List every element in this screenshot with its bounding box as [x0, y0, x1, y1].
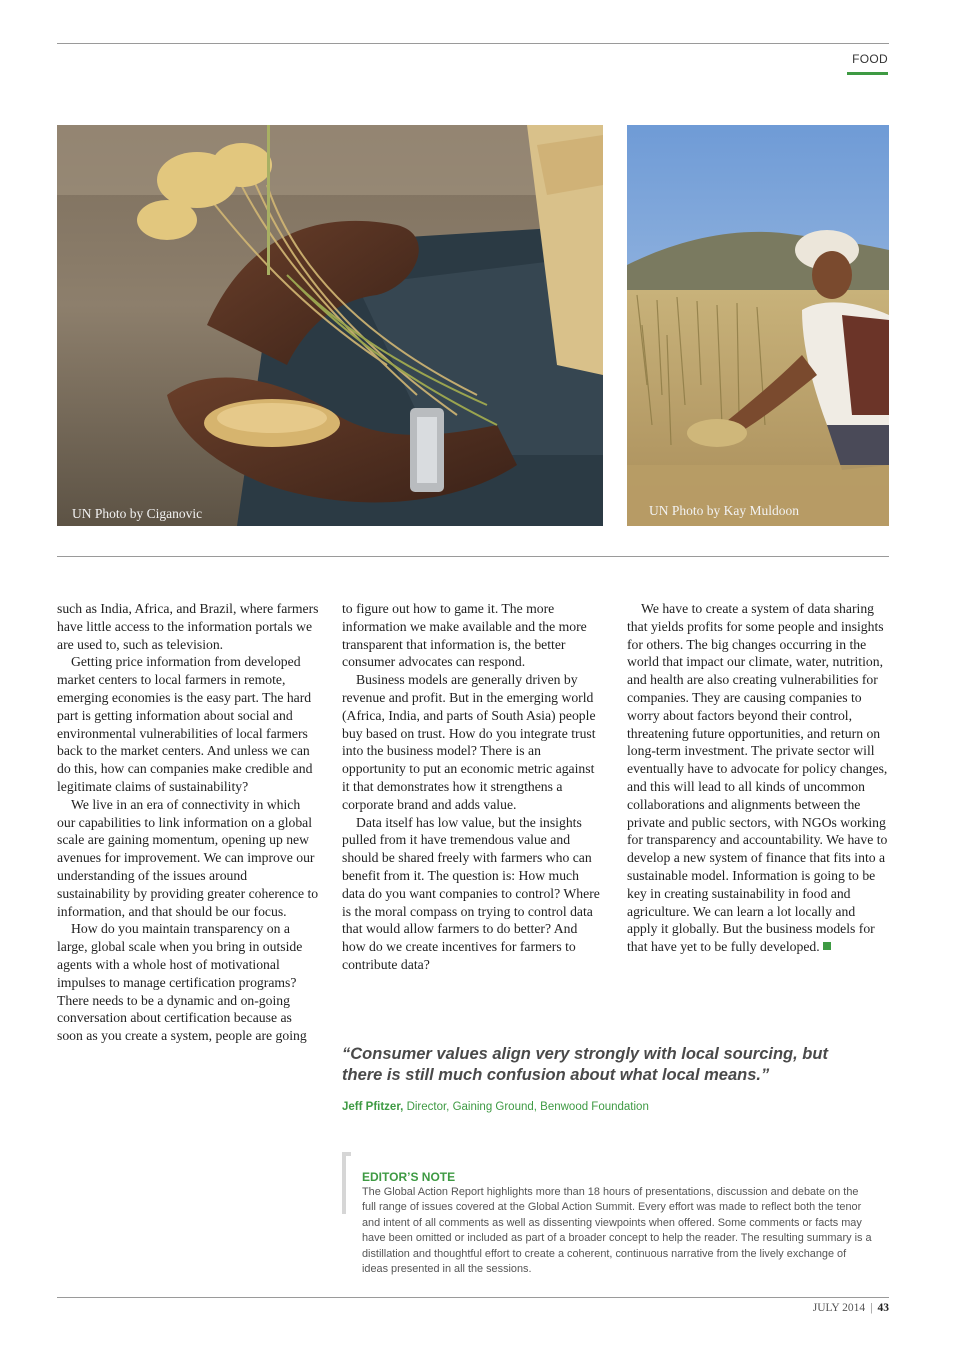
section-accent-bar — [847, 72, 888, 75]
photo-credit: UN Photo by Ciganovic — [72, 506, 203, 521]
pull-quote-attribution — [342, 1101, 649, 1113]
paragraph: Data itself has low value, but the insights pulled from it have tremendous value and should be shared freely with farmers who can benefit from it. The question is: How much data do you want companies to control? Where is the moral compass on trying to control data that would allow farmers to do better? And how do we create incentives for farmers to contribute data? — [342, 814, 600, 972]
section-label: FOOD — [852, 52, 888, 66]
farmer-harvesting-photo — [627, 125, 889, 526]
bracket-icon — [342, 1152, 351, 1214]
photo-credit: UN Photo by Kay Muldoon — [649, 503, 800, 518]
paragraph-text: We have to create a system of data sharing that yields profits for some people and insights for others. The big changes occurring in the world that impact our climate, water, nutrition, and health are also creating vulnerabilities for companies. They are causing companies to worry about factors beyond their control, threatening future opportunities, and return on long-term investment. The private sector will eventually have to advocate for policy changes, and this will lead to all kinds of uncommon collaborations and alignments between the private and public sectors, with NGOs working for transparency and accountability. We have to develop a new system of finance that fits into a sustainable model. Information is going to be key in creating sustainability in food and agriculture. We can learn a lot locally and apply it globally. But the business models for that have yet to be fully developed. — [627, 601, 888, 955]
rice-grain-hands-photo — [57, 125, 603, 526]
top-rule — [57, 43, 889, 44]
paragraph: to figure out how to game it. The more information we make available and the more transparent that information is, the better consumer advocates can respond. — [342, 601, 587, 670]
paragraph: Getting price information from developed market centers to local farmers in remote, emerging economies is the easy part. The hard part is getting information about social and environmental vulnerabilities of local farmers back to the market centers. And unless we can do this, how can companies make credible and legitimate claims of sustainability? — [57, 654, 313, 794]
body-column-1 — [57, 600, 319, 1045]
editors-note — [362, 1170, 874, 1277]
paragraph: such as India, Africa, and Brazil, where farmers have little access to the information portals we are used to, such as television. — [57, 601, 319, 652]
attribution-title: Director, Gaining Ground, Benwood Foundation — [406, 1101, 649, 1113]
editors-note-title: EDITOR’S NOTE — [362, 1170, 456, 1184]
issue-date: JULY 2014 — [812, 1302, 866, 1314]
editors-note-body: The Global Action Report highlights more than 18 hours of presentations, discussion and debate on the full range of issues covered at the Global Action Summit. Every effort was made to reflect both the tenor and intent of all comments as well as dissenting viewpoints when offered. Some comments or facts may have been omitted or included as part of a broader concept to help the reader. The resulting summary is a distillation and thoughtful effort to create a coherent, continuous narrative from the lively exchange of ideas presented in all the sessions. — [362, 1186, 872, 1276]
footer-separator: | — [870, 1302, 873, 1314]
bottom-rule — [57, 1297, 889, 1298]
pull-quote: “Consumer values align very strongly with local sourcing, but there is still much confusion about what local means.” — [342, 1045, 828, 1084]
paragraph: We live in an era of connectivity in which our capabilities to link information on a global scale are gaining momentum, opening up new avenues for improvement. We can improve our understanding of the issues around sustainability by providing greater coherence to information, and that should be our focus. — [57, 796, 319, 919]
photo-rice-hands — [57, 125, 603, 526]
end-mark-icon — [823, 942, 831, 950]
page-footer — [813, 1302, 889, 1314]
body-column-3 — [627, 600, 889, 956]
page-number: 43 — [877, 1302, 889, 1314]
photo-rule — [57, 556, 889, 557]
paragraph: How do you maintain transparency on a large, global scale when you bring in outside agents with a whole host of motivational impulses to manage certification programs? There needs to be a dynamic and on-going conversation about certification because as soon as you create a system, people are going — [57, 921, 307, 1044]
body-column-2 — [342, 600, 604, 974]
photo-farmer-harvest — [627, 125, 889, 526]
attribution-name: Jeff Pfitzer, — [342, 1101, 404, 1113]
paragraph — [627, 600, 889, 956]
paragraph: Business models are generally driven by revenue and profit. But in the emerging world (Africa, India, and parts of South Asia) people buy based on trust. How do you integrate trust into the business model? There is an opportunity to put an economic metric against it that demonstrates how it strengthens a corporate brand and adds value. — [342, 672, 596, 812]
